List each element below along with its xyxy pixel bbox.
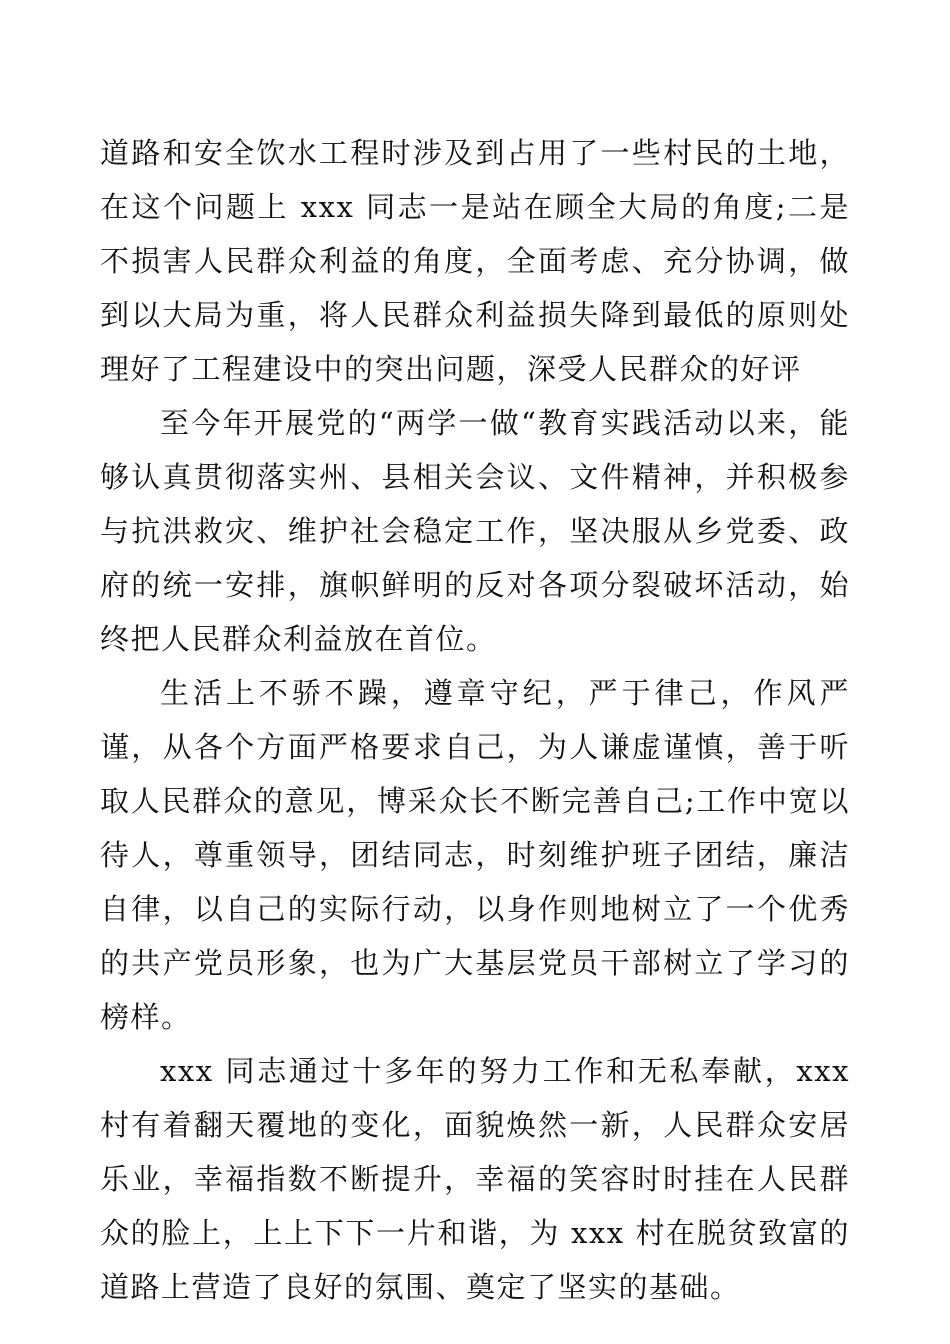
paragraph-activity: 至今年开展党的“两学一做“教育实践活动以来，能够认真贯彻落实州、县相关会议、文件精神，并积极参与抗洪救灾、维护社会稳定工作，坚决服从乡党委、政府的统一安排，旗帜鲜明的反对各项分裂破坏活动，始终把人民群众利益放在首位。 <box>100 406 850 656</box>
document-body <box>100 126 850 1314</box>
paragraph-continuation: 道路和安全饮水工程时涉及到占用了一些村民的土地，在这个问题上 xxx 同志一是站在顾全大局的角度;二是不损害人民群众利益的角度，全面考虑、充分协调，做到以大局为重，将人民群众利益损失降到最低的原则处理好了工程建设中的突出问题，深受人民群众的好评 <box>100 136 850 386</box>
paragraph-achievement: xxx 同志通过十多年的努力工作和无私奉献，xxx 村有着翻天覆地的变化，面貌焕然一新，人民群众安居乐业，幸福指数不断提升，幸福的笑容时时挂在人民群众的脸上，上上下下一片和谐，为 xxx 村在脱贫致富的道路上营造了良好的氛围、奠定了坚实的基础。 <box>100 1054 850 1304</box>
paragraph-life-style: 生活上不骄不躁，遵章守纪，严于律己，作风严谨，从各个方面严格要求自己，为人谦虚谨慎，善于听取人民群众的意见，博采众长不断完善自己;工作中宽以待人，尊重领导，团结同志，时刻维护班子团结，廉洁自律，以自己的实际行动，以身作则地树立了一个优秀的共产党员形象，也为广大基层党员干部树立了学习的榜样。 <box>100 676 850 1034</box>
